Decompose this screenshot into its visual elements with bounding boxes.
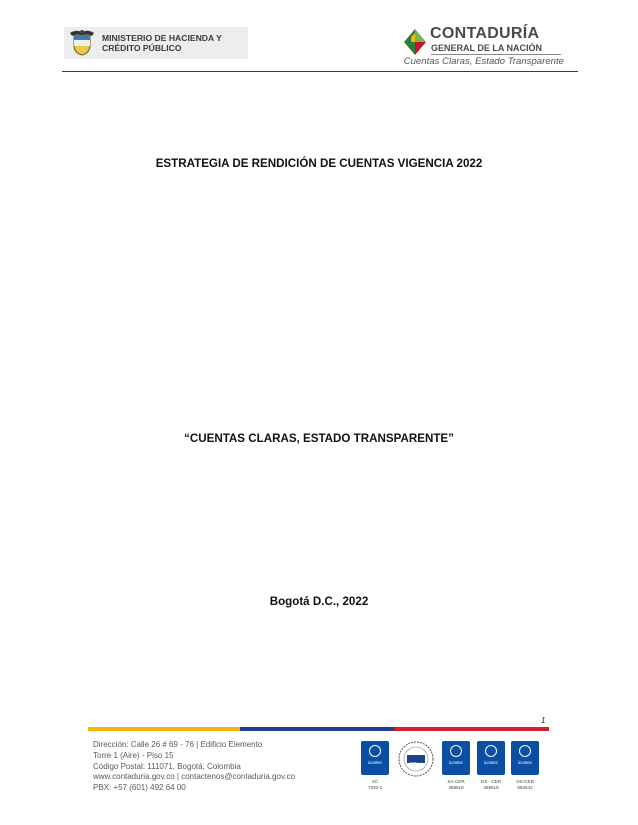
certification-badge: icontec OS-CER 682642 [510,741,540,791]
certification-badge: icontec SC 7320-1 [360,741,390,791]
icontec-logo-icon: icontec [477,741,505,775]
address-line: www.contaduria.gov.co | contactenos@contaduria.gov.co [93,772,296,782]
contaduria-divider [431,54,561,55]
address-line: Dirección: Calle 26 # 69 - 76 | Edificio Elemento [93,740,263,749]
icontec-logo-icon: icontec [361,741,389,775]
flag-red-band [394,727,549,731]
ministry-name-line2: CRÉDITO PÚBLICO [102,43,182,53]
contaduria-name: CONTADURÍA [430,25,540,42]
address-line: PBX: +57 (601) 492 64 00 [93,783,186,793]
address-line: Torre 1 (Aire) - Piso 15 [93,750,174,760]
ministry-name-line1: MINISTERIO DE HACIENDA Y [102,33,222,43]
certification-badge: icontec DS - CER 369518 [476,741,506,791]
icontec-logo-icon: icontec [442,741,470,775]
contaduria-slogan: Cuentas Claras, Estado Transparente [403,56,564,67]
iqnet-seal-icon [398,741,434,777]
footer-address [93,740,295,794]
certification-badge: icontec SA-CER 369516 [441,741,471,791]
contaduria-logo [402,25,564,69]
document-title: ESTRATEGIA DE RENDICIÓN DE CUENTAS VIGENCIA 2022 [155,157,483,170]
contaduria-subtitle: GENERAL DE LA NACIÓN [431,43,543,53]
header-divider [62,71,578,72]
footer-flag-stripe [88,727,549,731]
flag-yellow-band [88,727,240,731]
document-place-date: Bogotá D.C., 2022 [269,595,369,608]
page-number: 1 [541,716,546,725]
contaduria-emblem-icon [402,27,428,57]
flag-blue-band [240,727,394,731]
document-motto: “CUENTAS CLARAS, ESTADO TRANSPARENTE” [184,432,454,445]
icontec-logo-icon: icontec [511,741,539,775]
address-line: Código Postal: 111071, Bogotá, Colombia [93,761,241,771]
ministry-logo [64,27,248,59]
iqnet-label: IQNet [409,762,423,768]
colombia-coat-of-arms-icon [68,29,96,57]
